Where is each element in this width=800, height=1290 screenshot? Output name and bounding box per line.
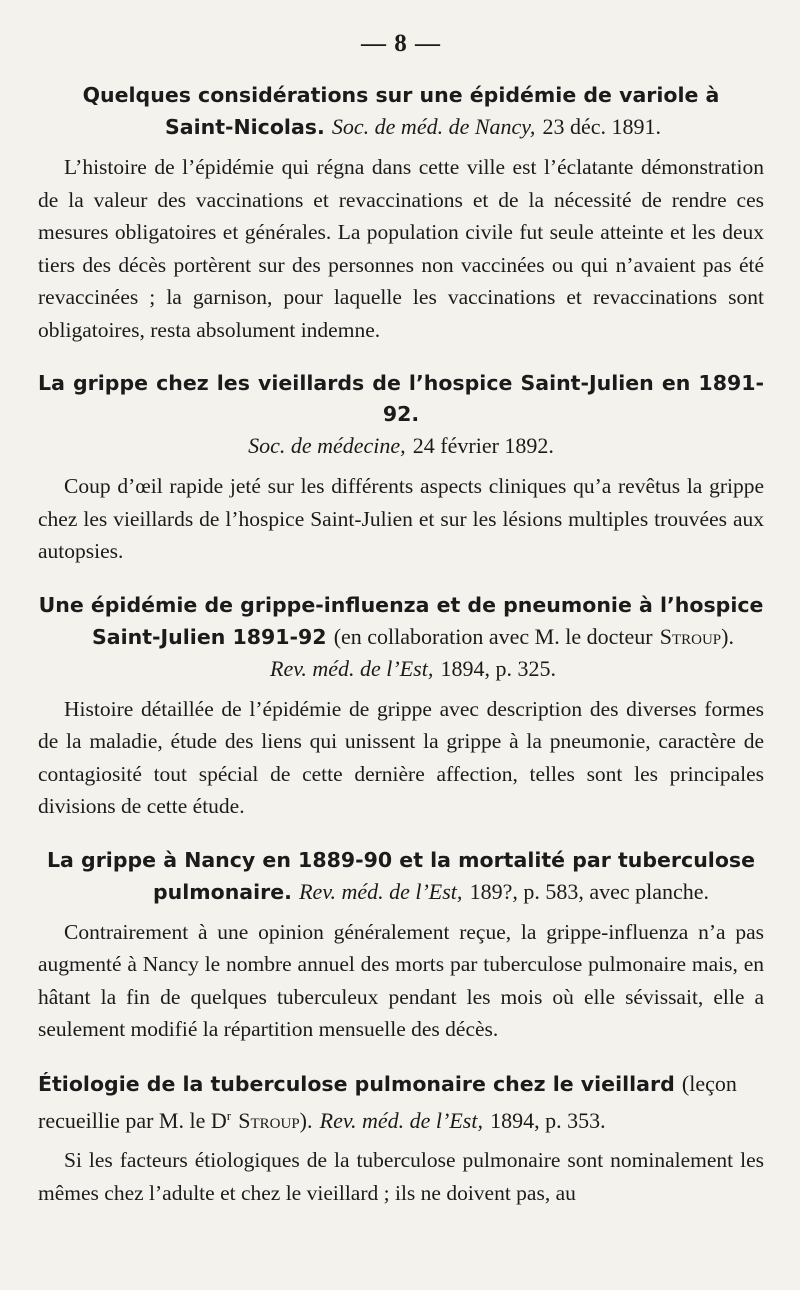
- entry-title: La grippe à Nancy en 1889-90 et la mortalité par tuberculose: [46, 847, 756, 872]
- bibliography-entry: [38, 1068, 764, 1210]
- entry-date: 23 déc. 1891.: [542, 114, 662, 139]
- entry-title-continued: Saint-Julien 1891-92: [92, 624, 327, 649]
- collaborator-name: Stroup: [659, 623, 722, 649]
- entry-source: Rev. méd. de l’Est,: [299, 878, 463, 904]
- entry-source: Rev. méd. de l’Est,: [319, 1107, 483, 1133]
- entry-title-continued: pulmonaire.: [152, 879, 292, 904]
- entry-title-continued: Saint-Nicolas.: [164, 115, 325, 139]
- bibliography-entry: [38, 590, 764, 823]
- page-number: — 8 —: [361, 30, 441, 57]
- entry-heading: [38, 80, 764, 143]
- entry-source: Rev. méd. de l’Est,: [270, 655, 434, 681]
- entry-summary: Si les facteurs étiologiques de la tuberculose pulmonaire sont nominalement les mêmes chez l’adulte et chez le vieillard ; ils ne doivent pas, au: [38, 1148, 764, 1205]
- entry-summary: Coup d’œil rapide jeté sur les différents aspects cliniques qu’a revêtus la grippe chez les vieillards de l’hospice Saint-Julien et sur les lésions multiples trouvées aux autopsies.: [38, 474, 764, 563]
- bibliography-entry: [38, 368, 764, 568]
- entry-heading: [38, 590, 764, 685]
- entry-source: Soc. de méd. de Nancy,: [331, 114, 536, 139]
- entry-summary: Histoire détaillée de l’épidémie de grippe avec description des diverses formes de la maladie, étude des liens qui unissent la grippe à la pneumonie, caractère de contagiosité tout spécial de cette dernière affection, telles sont les principales divisions de cette étude.: [38, 696, 764, 818]
- bibliography-entry: [38, 845, 764, 1046]
- entry-date: 189?, p. 583, avec planche.: [469, 878, 710, 904]
- entry-collaboration: (leçon recueillie par M. le D: [38, 1070, 737, 1133]
- entry-heading: [38, 1068, 764, 1137]
- bibliography-entry: [38, 80, 764, 346]
- entry-title: La grippe chez les vieillards de l’hospice Saint-Julien en 1891-92.: [38, 371, 764, 426]
- entry-date: 24 février 1892.: [412, 433, 554, 458]
- entry-date: 1894, p. 325.: [440, 655, 556, 681]
- entry-title: Une épidémie de grippe-influenza et de pneumonie à l’hospice: [38, 592, 764, 617]
- entry-summary: Contrairement à une opinion généralement reçue, la grippe-influenza n’a pas augmenté à Nancy le nombre annuel des morts par tuberculose pulmonaire mais, en hâtant la fin de quelques tuberculeux pendant les mois où elle sévissait, elle a seulement modifié la répartition mensuelle des décès.: [38, 919, 764, 1041]
- collaboration-end: ).: [721, 623, 734, 649]
- entry-heading: [38, 368, 764, 462]
- entry-heading: [38, 845, 764, 908]
- collaborator-name: Stroup: [238, 1107, 300, 1133]
- entry-source: Soc. de médecine,: [248, 433, 406, 458]
- entry-title: Quelques considérations sur une épidémie de variole à: [82, 83, 720, 107]
- collaboration-end: ).: [299, 1107, 313, 1133]
- entry-date: 1894, p. 353.: [490, 1107, 606, 1133]
- entry-collaboration: (en collaboration avec M. le docteur: [333, 623, 653, 649]
- entry-title: Étiologie de la tuberculose pulmonaire chez le vieillard: [38, 1071, 675, 1096]
- entry-summary: L’histoire de l’épidémie qui régna dans cette ville est l’éclatante démonstration de la valeur des vaccinations et revaccinations et de la nécessité de rendre ces mesures obligatoires et générales. La population civile fut seule atteinte et les deux tiers des décès portèrent sur des personnes non vaccinées ou qui n’avaient pas été revaccinées ; la garnison, pour laquelle les vaccinations et revaccinations sont obligatoires, resta absolument indemne.: [38, 155, 764, 342]
- doctor-abbrev-sup: r: [226, 1107, 232, 1123]
